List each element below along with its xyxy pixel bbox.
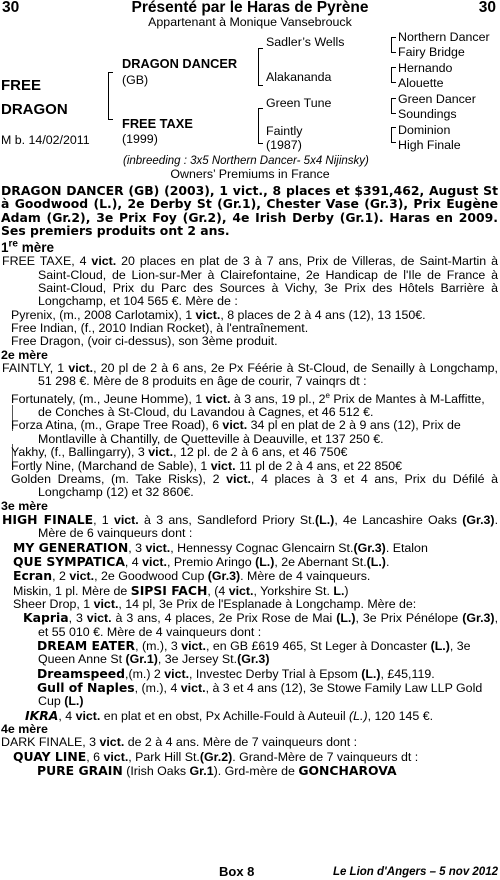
produce-que-sympatica: QUE SYMPATICA, 4 vict., Premio Aringo (L.), 2e Abernant St.(L.). bbox=[13, 553, 390, 569]
dam-bracket bbox=[258, 108, 263, 144]
produce-dreamspeed: Dreamspeed,(m.) 2 vict., Investec Derby Trial à Epsom (L.), £45,119. bbox=[37, 665, 435, 681]
sale-event: Le Lion d'Angers – 5 nov 2012 bbox=[332, 866, 498, 878]
produce-ecran: Ecran, 2 vict., 2e Goodwood Cup (Gr.3). Mère de 4 vainqueurs. bbox=[13, 568, 371, 584]
dam-paragraph: FREE TAXE, 4 vict. 20 places en plat de 3 à 7 ans, Prix de Villeras, de Saint-Martin à Saint-Cloud, de Lion-sur-Mer à Clairefontaine, 2e Handicap de l'Ile de France à Saint-Cloud, Prix du Parc des Sources à Vichy, 3e Prix des Hôtels Barrière à Longchamp, et 104 565 €. Mère de : bbox=[2, 254, 498, 309]
dam-name: FREE TAXE bbox=[122, 116, 193, 131]
horse-sex-color-dob: M b. 14/02/2011 bbox=[1, 133, 90, 147]
granddam-2: Faintly bbox=[266, 124, 303, 138]
produce-fortunately: Fortunately, (m., Jeune Homme), 1 vict. à 3 ans, 19 pl., 2e Prix de Mantes à M-Laffitte, de Conches à St-Cloud, du Lavandou à Cagnes, et 46 512 €. bbox=[11, 390, 485, 420]
ggs-1: Northern Dancer bbox=[398, 30, 490, 44]
section-3rd-dam: 3e mère bbox=[1, 498, 48, 513]
sire-paragraph: DRAGON DANCER (GB) (2003), 1 vict., 8 places et $391,462, August St à Goodwood (L.), 2e Derby St (Gr.1), Chester Vase (Gr.3), Prix Eugène Adam (Gr.2), 3e Prix Foy (Gr.2), 4e Irish Derby (Gr.1). Haras en 2009. Ses premiers produits ont 2 ans. bbox=[1, 183, 498, 239]
produce-free-indian: Free Indian, (f., 2010 Indian Rocket), à l'entraînement. bbox=[11, 320, 309, 335]
consignor-title: Présenté par le Haras de Pyrène bbox=[131, 0, 369, 16]
horse-name-line2: DRAGON bbox=[1, 101, 68, 118]
box-number: Box 8 bbox=[219, 864, 255, 879]
produce-golden-dreams: Golden Dreams, (m. Take Risks), 2 vict., 4 places à 3 et 4 ans, Prix du Défilé à Longchamp (12) et 32 860€. bbox=[11, 471, 498, 500]
produce-quay-line: QUAY LINE, 6 vict., Park Hill St.(Gr.2). Grand-Mère de 7 vainqueurs dt : bbox=[13, 748, 419, 764]
page-footer bbox=[0, 865, 500, 880]
lot-number-right: 30 bbox=[478, 0, 496, 16]
inbreeding-note: (inbreeding : 3x5 Northern Dancer- 5x4 Nijinsky) bbox=[123, 155, 369, 167]
ggs-4: Alouette bbox=[398, 76, 444, 90]
produce-free-dragon: Free Dragon, (voir ci-dessus), son 3ème produit. bbox=[11, 334, 278, 349]
page-header bbox=[0, 0, 500, 16]
ggs-bracket-3 bbox=[391, 98, 396, 114]
produce-kapria: Kapria, 3 vict. à 3 ans, 4 places, 2e Prix Rose de Mai (L.), 3e Prix Pénélope (Gr.3), et 55 010 €. Mère de 4 vainqueurs dont : bbox=[23, 610, 499, 639]
ggs-3: Hernando bbox=[398, 61, 453, 75]
sire-country: (GB) bbox=[122, 73, 149, 87]
grandsire-1: Sadler’s Wells bbox=[266, 35, 345, 49]
grandsire-2: Green Tune bbox=[266, 96, 332, 110]
pedigree-bracket-parents bbox=[108, 72, 113, 120]
produce-fortly-nine: Fortly Nine, (Marchand de Sable), 1 vict. 11 pl de 2 à 4 ans, et 22 850€ bbox=[11, 458, 403, 473]
fourth-dam-paragraph: DARK FINALE, 3 vict. de 2 à 4 ans. Mère de 7 vainqueurs dont : bbox=[1, 735, 358, 750]
third-dam-paragraph: HIGH FINALE, 1 vict. à 3 ans, Sandleford Priory St.(L.), 4e Lancashire Oaks (Gr.3). Mère de 6 vainqueurs dont : bbox=[2, 511, 499, 541]
ggs-bracket-4 bbox=[391, 127, 396, 143]
produce-miskin: Miskin, 1 pl. Mère de SIPSI FACH, (4 vict., Yorkshire St. L.) bbox=[13, 582, 349, 598]
granddam-2-year: (1987) bbox=[266, 138, 302, 152]
produce-pyrenix: Pyrenix, (m., 2008 Carlotamix), 1 vict., 8 places de 2 à 4 ans (12), 13 150€. bbox=[11, 307, 426, 322]
owner-line: Appartenant à Monique Vansebrouck bbox=[148, 15, 352, 29]
granddam-1: Alakananda bbox=[266, 70, 332, 84]
produce-pure-grain: PURE GRAIN (Irish Oaks Gr.1). Grd-mère de GONCHAROVA bbox=[37, 763, 397, 779]
sire-name: DRAGON DANCER bbox=[122, 56, 238, 71]
owners-premiums: Owners’ Premiums in France bbox=[170, 167, 330, 181]
section-1st-dam: 1re mère bbox=[1, 238, 54, 255]
ggs-6: Soundings bbox=[398, 107, 457, 121]
produce-sheer-drop: Sheer Drop, 1 vict., 14 pl, 3e Prix de l'Esplanade à Longchamp. Mère de: bbox=[13, 596, 417, 611]
produce-ikra: IKRA, 4 vict. en plat et en obst, Px Achille-Fould à Auteuil (L.), 120 145 €. bbox=[25, 707, 434, 723]
ggs-2: Fairy Bridge bbox=[398, 45, 465, 59]
second-dam-paragraph: FAINTLY, 1 vict., 20 pl de 2 à 6 ans, 2e Px Féérie à St-Cloud, de Senailly à Longchamp, 51 298 €. Mère de 8 produits en âge de courir, 7 vainqrs dt : bbox=[2, 360, 498, 389]
dam-year: (1999) bbox=[122, 132, 158, 146]
ggs-7: Dominion bbox=[398, 123, 451, 137]
ggs-8: High Finale bbox=[398, 138, 461, 152]
lot-number-left: 30 bbox=[2, 0, 20, 16]
produce-yakhy: Yakhy, (f., Ballingarry), 3 vict., 12 pl. de 2 à 6 ans, et 46 750€ bbox=[11, 445, 348, 460]
section-4th-dam: 4e mère bbox=[1, 722, 48, 737]
sire-bracket bbox=[258, 48, 263, 86]
produce-my-generation: MY GENERATION, 3 vict., Hennessy Cognac Glencairn St.(Gr.3). Etalon bbox=[13, 539, 428, 555]
ggs-bracket-1 bbox=[391, 37, 396, 53]
ggs-5: Green Dancer bbox=[398, 92, 476, 106]
ggs-bracket-2 bbox=[391, 67, 396, 83]
section-2nd-dam: 2e mère bbox=[1, 347, 48, 362]
catalogue-body bbox=[1, 184, 498, 778]
produce-dream-eater: DREAM EATER, (m.), 3 vict., en GB £619 465, St Leger à Doncaster (L.), 3e Queen Anne St (Gr.1), 3e Jersey St.(Gr.3) bbox=[37, 637, 471, 667]
horse-name-line1: FREE bbox=[1, 77, 42, 94]
produce-gull-of-naples: Gull of Naples, (m.), 4 vict., à 3 et 4 ans (12), 3e Stowe Family Law LLP Gold Cup (L.) bbox=[37, 680, 483, 709]
produce-forza-atina: Forza Atina, (m., Grape Tree Road), 6 vict. 34 pl en plat de 2 à 9 ans (12), Prix de Montlaville à Chantilly, de Quetteville à Deauville, et 137 250 €. bbox=[11, 418, 461, 446]
